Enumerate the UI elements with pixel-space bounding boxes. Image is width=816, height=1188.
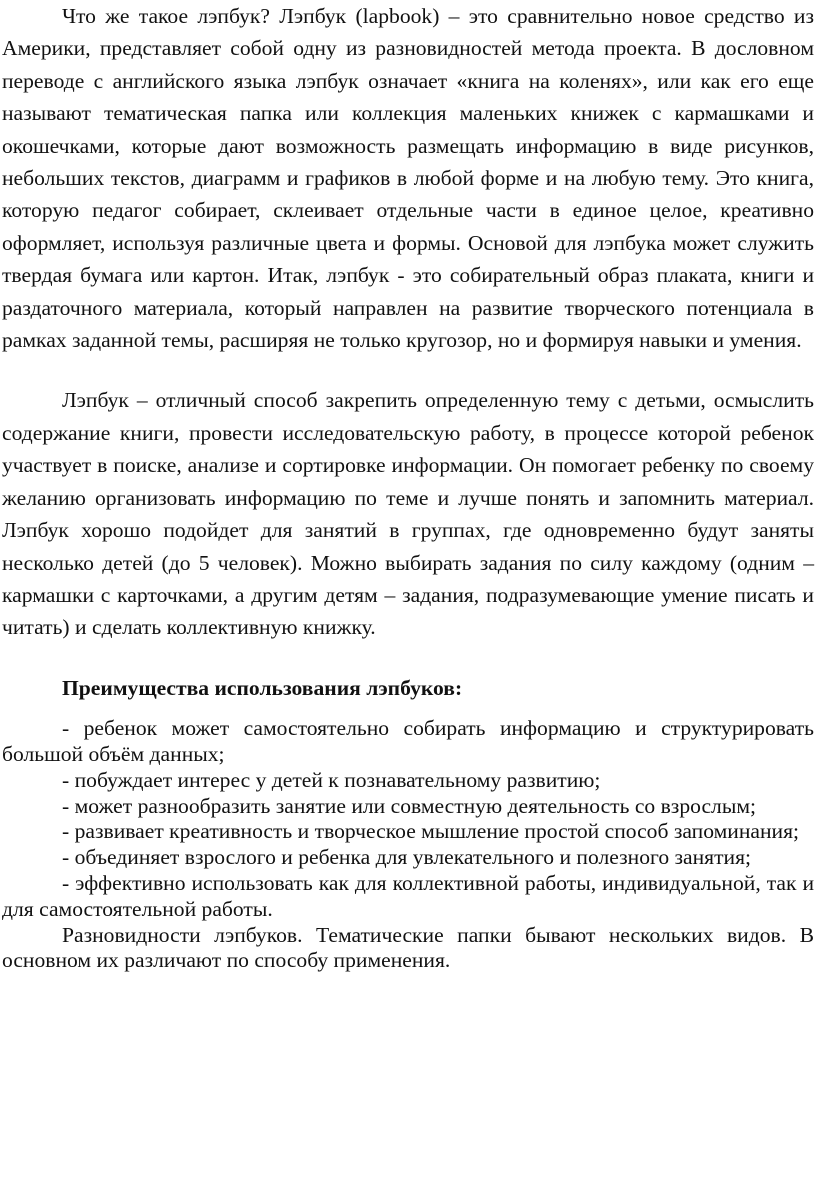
list-item: - развивает креативность и творческое мышление простой способ запоминания;: [62, 819, 800, 844]
list-item: - объединяет взрослого и ребенка для увлекательного и полезного занятия;: [62, 845, 752, 870]
intro-paragraph: Что же такое лэпбук? Лэпбук (lapbook) – это сравнительно новое средство из Америки, представляет собой одну из разновидностей метода проекта. В дословном переводе с английского языка лэпбук означает «книга на коленях», или как его еще называют тематическая папка или коллекция маленьких книжек с кармашками и окошечками, которые дают возможность размещать информацию в виде рисунков, небольших текстов, диаграмм и графиков в любой форме и на любую тему. Это книга, которую педагог собирает, склеивает отдельные части в единое целое, креативно оформляет, используя различные цвета и формы. Основой для лэпбука может служить твердая бумага или картон. Итак, лэпбук - это собирательный образ плаката, книги и раздаточного материала, который направлен на развитие творческого потенциала в рамках заданной темы, расширяя не только кругозор, но и формируя навыки и умения.: [2, 4, 814, 353]
types-paragraph: Разновидности лэпбуков. Тематические папки бывают нескольких видов. В основном их различают по способу применения.: [2, 922, 814, 973]
list-item: - эффективно использовать как для коллективной работы, индивидуальной, так и для самостоятельной работы.: [2, 870, 814, 921]
list-item: - может разнообразить занятие или совместную деятельность со взрослым;: [62, 793, 757, 818]
advantages-list: [2, 716, 814, 922]
list-item: - ребенок может самостоятельно собирать информацию и структурировать большой объём данных;: [2, 716, 814, 766]
list-item: - побуждает интерес у детей к познавательному развитию;: [62, 767, 601, 792]
usage-paragraph: Лэпбук – отличный способ закрепить определенную тему с детьми, осмыслить содержание книги, провести исследовательскую работу, в процессе которой ребенок участвует в поиске, анализе и сортировке информации. Он помогает ребенку по своему желанию организовать информацию по теме и лучше понять и запомнить материал. Лэпбук хорошо подойдет для занятий в группах, где одновременно будут заняты несколько детей (до 5 человек). Можно выбирать задания по силу каждому (одним –кармашки с карточками, а другим детям – задания, подразумевающие умение писать и читать) и сделать коллективную книжку.: [2, 388, 814, 640]
advantages-heading: Преимущества использования лэпбуков:: [62, 675, 463, 700]
